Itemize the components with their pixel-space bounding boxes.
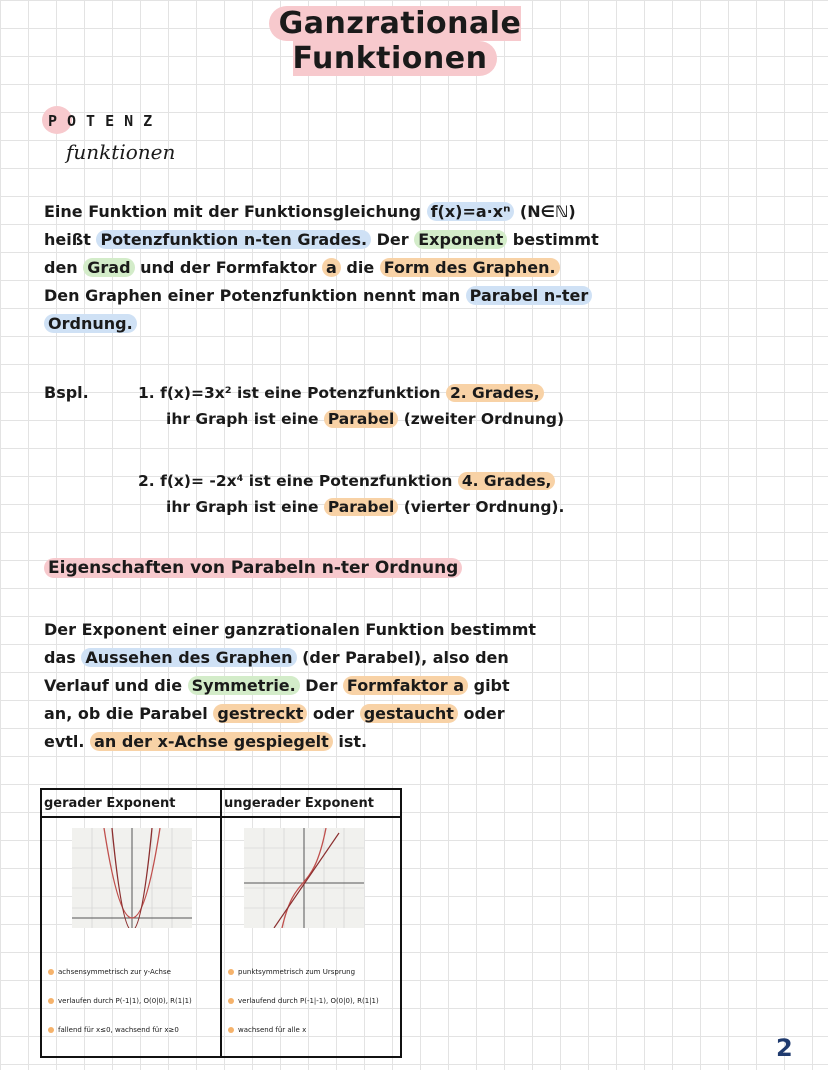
- table-header-odd: ungerader Exponent: [221, 789, 401, 817]
- list-item: achsensymmetrisch zur y-Achse: [48, 958, 192, 987]
- list-item: verlaufen durch P(-1|1), O(0|0), R(1|1): [48, 987, 192, 1016]
- example-1: 1. f(x)=3x² ist eine Potenzfunktion 2. Grades, ihr Graph ist eine Parabel (zweiter Ordnung): [138, 384, 565, 428]
- properties-paragraph: Der Exponent einer ganzrationalen Funktion bestimmt das Aussehen des Graphen (der Parabel), also den Verlauf und die Symmetrie. Der Formfaktor a gibt an, ob die Parabel gestreckt oder gestaucht oder evtl. an der x-Achse gespiegelt ist.: [44, 620, 537, 751]
- page-title: Ganzrationale Funktionen: [180, 6, 610, 48]
- section-title: Eigenschaften von Parabeln n-ter Ordnung: [44, 558, 462, 578]
- example-label: Bspl.: [44, 383, 89, 402]
- example-2: 2. f(x)= -2x⁴ ist eine Potenzfunktion 4. Grades, ihr Graph ist eine Parabel (vierter Ordnung).: [138, 472, 565, 516]
- comparison-table: [40, 788, 402, 1058]
- heading-funktionen: funktionen: [66, 140, 176, 164]
- odd-cell: [221, 817, 401, 1057]
- list-item: verlaufend durch P(-1|-1), O(0|0), R(1|1): [228, 987, 379, 1016]
- odd-parabola-graph: [244, 828, 364, 928]
- list-item: fallend für x≤0, wachsend für x≥0: [48, 1016, 192, 1045]
- even-cell: [41, 817, 221, 1057]
- even-bullets: [48, 958, 192, 1045]
- page-number: 2: [776, 1034, 793, 1062]
- odd-bullets: [228, 958, 379, 1045]
- intro-paragraph: Eine Funktion mit der Funktionsgleichung f(x)=a·xⁿ (N∈ℕ) heißt Potenzfunktion n-ten Grades. Der Exponent bestimmt den Grad und der Formfaktor a die Form des Graphen. Den Graphen einer Potenzfunktion nennt man Parabel n-ter Ordnung.: [44, 202, 599, 333]
- even-parabola-graph: [72, 828, 192, 928]
- table-header-even: gerader Exponent: [41, 789, 221, 817]
- heading-potenz: POTENZ: [48, 112, 162, 130]
- list-item: wachsend für alle x: [228, 1016, 379, 1045]
- list-item: punktsymmetrisch zum Ursprung: [228, 958, 379, 987]
